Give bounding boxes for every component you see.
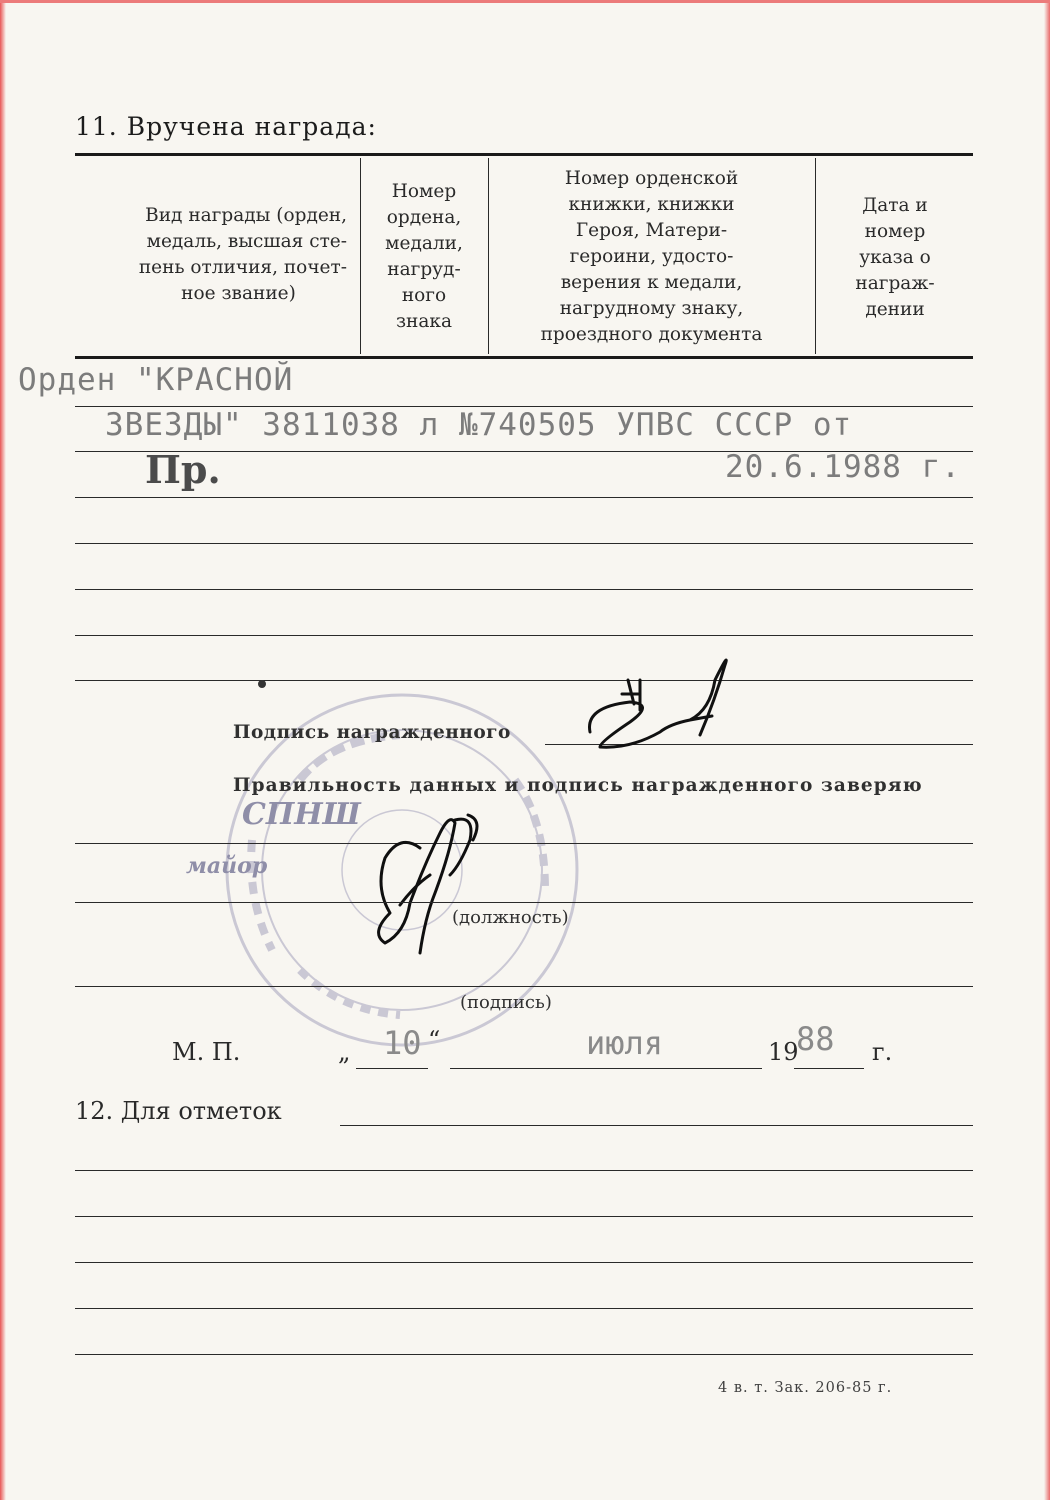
position-caption: (должность) xyxy=(452,907,569,928)
date-day: 10 xyxy=(383,1024,422,1062)
date-year-prefix: 19 xyxy=(768,1038,799,1066)
date-close-quote: “ xyxy=(428,1026,441,1054)
ruled-line xyxy=(75,1308,973,1309)
section-12-title: 12. Для отметок xyxy=(75,1097,282,1125)
ruled-line xyxy=(75,1354,973,1355)
date-month: июля xyxy=(586,1024,664,1062)
ruled-line xyxy=(75,1262,973,1263)
ruled-line xyxy=(75,1216,973,1217)
column-header-booklet-number: Номер орденской книжки, книжки Героя, Матери- героини, удосто- верения к медали, нагрудному знаку, проездного документа xyxy=(540,168,763,345)
seal-place-label: М. П. xyxy=(172,1038,241,1066)
signature-caption: (подпись) xyxy=(460,992,552,1013)
section-11-title: 11. Вручена награда: xyxy=(75,112,377,141)
awardee-signature-label: Подпись награжденного xyxy=(233,722,511,743)
column-header-award-number: Номер ордена, медали, нагруд- ного знака xyxy=(385,181,463,332)
column-header-decree: Дата и номер указа о награж- дении xyxy=(855,195,935,320)
ruled-line xyxy=(75,986,973,987)
date-year-unit: г. xyxy=(872,1038,893,1066)
date-year-line xyxy=(794,1068,864,1069)
stamp-mark: Пр. xyxy=(145,447,221,492)
print-info: 4 в. т. Зак. 206-85 г. xyxy=(718,1380,893,1396)
stamp-rank-text: майор xyxy=(186,853,268,879)
date-year-suffix: 88 xyxy=(796,1020,835,1058)
award-entry-date: 20.6.1988 г. xyxy=(725,449,961,485)
award-entry-line-1: Орден "КРАСНОЙ xyxy=(18,362,294,398)
date-open-quote: „ xyxy=(338,1038,351,1066)
ruled-line xyxy=(75,902,973,903)
column-header-award-type: Вид награды (орден, медаль, высшая сте- пень отличия, почет- ное звание) xyxy=(138,205,347,304)
stamp-org-text: СПНШ xyxy=(242,797,361,832)
date-month-line xyxy=(450,1068,762,1069)
date-day-line xyxy=(356,1068,428,1069)
ruled-line xyxy=(340,1125,973,1126)
ruled-line xyxy=(75,1170,973,1171)
award-entry-line-2: ЗВЕЗДЫ" 3811038 л №740505 УПВС СССР от xyxy=(105,407,853,443)
certification-label: Правильность данных и подпись награжденного заверяю xyxy=(233,775,923,796)
